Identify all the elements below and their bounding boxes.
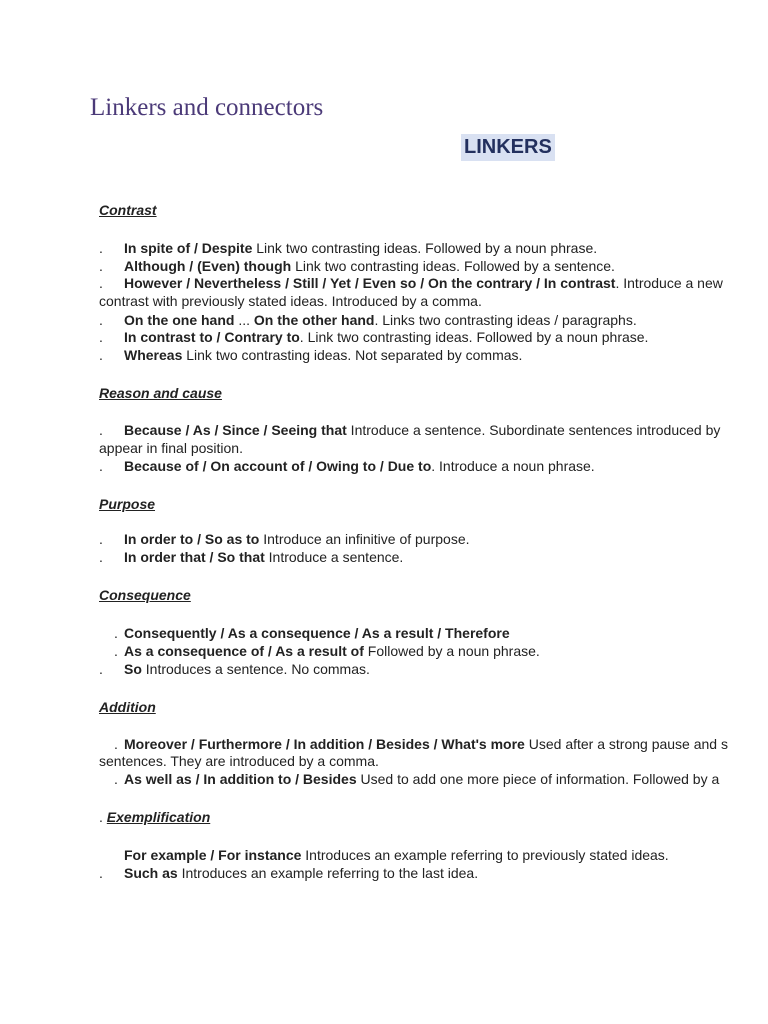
list-item: . As a consequence of / As a result of Followed by a noun phrase.: [114, 643, 540, 659]
list-item: . Moreover / Furthermore / In addition / Besides / What's more Used after a strong pause and s: [114, 736, 728, 752]
list-item-continuation: contrast with previously stated ideas. Introduced by a comma.: [99, 293, 482, 309]
list-item: . Because / As / Since / Seeing that Introduce a sentence. Subordinate sentences introduced by: [99, 422, 721, 438]
list-item: . As well as / In addition to / Besides Used to add one more piece of information. Followed by a: [114, 771, 720, 787]
list-item: . Such as Introduces an example referring to the last idea.: [99, 865, 479, 881]
list-item: For example / For instance Introduces an example referring to previously stated ideas.: [124, 847, 669, 863]
list-item: . In contrast to / Contrary to. Link two contrasting ideas. Followed by a noun phrase.: [99, 329, 649, 345]
list-item: . Although / (Even) though Link two contrasting ideas. Followed by a sentence.: [99, 258, 615, 274]
list-item: . However / Nevertheless / Still / Yet / Even so / On the contrary / In contrast. Introduce a new: [99, 275, 723, 291]
section-heading-consequence: Consequence: [99, 587, 191, 603]
linkers-heading: LINKERS: [461, 134, 555, 161]
list-item: . Whereas Link two contrasting ideas. Not separated by commas.: [99, 347, 523, 363]
section-heading-addition: Addition: [99, 699, 156, 715]
list-item: . In order to / So as to Introduce an infinitive of purpose.: [99, 531, 470, 547]
section-heading-reason: Reason and cause: [99, 385, 222, 401]
section-heading-exemplification: . Exemplification: [99, 809, 211, 825]
list-item: . In spite of / Despite Link two contrasting ideas. Followed by a noun phrase.: [99, 240, 598, 256]
list-item: . So Introduces a sentence. No commas.: [99, 661, 370, 677]
section-heading-contrast: Contrast: [99, 202, 157, 218]
list-item: . Because of / On account of / Owing to / Due to. Introduce a noun phrase.: [99, 458, 595, 474]
list-item: . On the one hand ... On the other hand. Links two contrasting ideas / paragraphs.: [99, 312, 637, 328]
section-heading-purpose: Purpose: [99, 496, 156, 512]
list-item-continuation: appear in final position.: [99, 440, 243, 456]
list-item: . Consequently / As a consequence / As a result / Therefore: [114, 625, 510, 641]
list-item-continuation: sentences. They are introduced by a comma.: [99, 753, 379, 769]
list-item: . In order that / So that Introduce a sentence.: [99, 549, 404, 565]
document-title: Linkers and connectors: [90, 94, 324, 121]
